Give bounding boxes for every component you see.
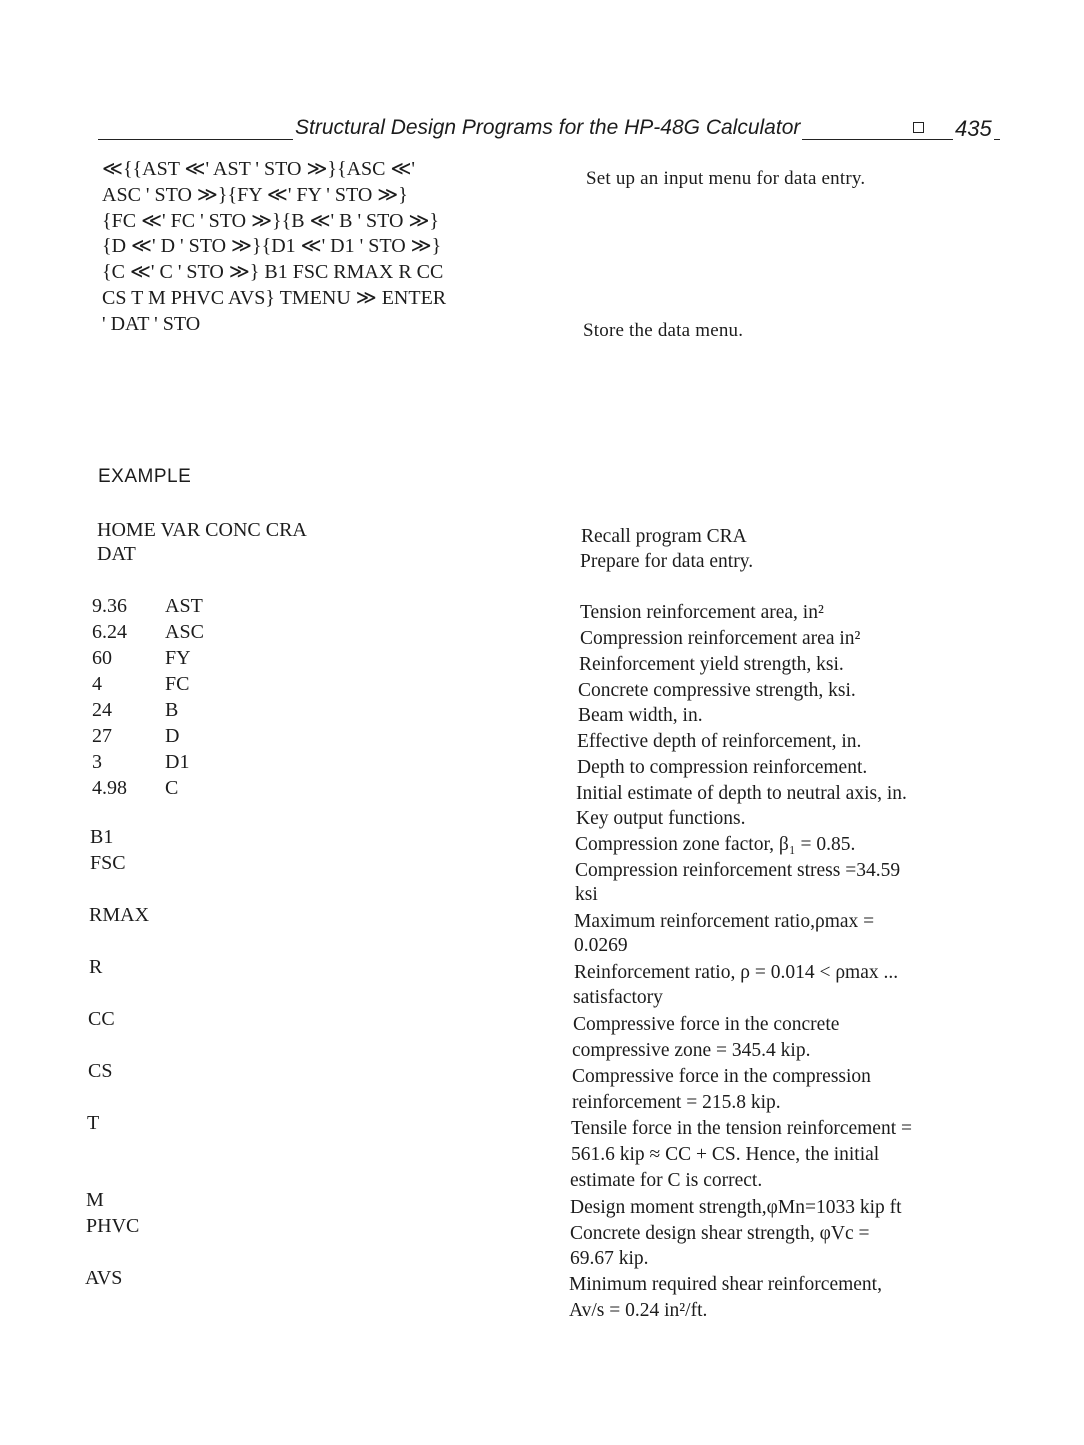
input-row [92, 777, 178, 800]
input-key: ASC [165, 621, 204, 643]
output-key: PHVC [86, 1215, 140, 1237]
output-key: T [87, 1112, 100, 1134]
input-key: AST [165, 595, 203, 617]
running-header [98, 116, 1000, 140]
program-line: {D ≪' D ' STO ≫}{D1 ≪' D1 ' STO ≫} [102, 235, 442, 258]
output-key: CC [88, 1008, 115, 1030]
output-desc: Tensile force in the tension reinforcement = [571, 1118, 913, 1139]
note-prepare: Prepare for data entry. [580, 551, 754, 572]
output-desc: 561.6 kip ≈ CC + CS. Hence, the initial [571, 1144, 880, 1165]
key-output-note: Key output functions. [576, 808, 746, 829]
input-key: FC [165, 673, 190, 695]
recall-line: DAT [97, 543, 136, 565]
input-value: 27 [92, 725, 112, 747]
output-desc: Concrete design shear strength, φVc = [570, 1223, 870, 1244]
output-desc: 0.0269 [574, 935, 628, 956]
input-row [92, 673, 189, 696]
output-desc: Reinforcement ratio, ρ = 0.014 < ρmax ... [574, 962, 899, 983]
output-key: FSC [90, 852, 126, 874]
input-desc: Effective depth of reinforcement, in. [577, 731, 862, 752]
output-desc: satisfactory [573, 987, 663, 1008]
input-desc: Tension reinforcement area, in² [580, 602, 824, 623]
output-desc: 69.67 kip. [570, 1248, 649, 1269]
input-key: B [165, 699, 179, 721]
output-desc: ksi [575, 884, 598, 905]
program-line: ≪{{AST ≪' AST ' STO ≫}{ASC ≪' [102, 158, 416, 180]
input-desc: Reinforcement yield strength, ksi. [579, 654, 844, 675]
output-key: RMAX [89, 904, 150, 926]
box-icon [913, 122, 924, 133]
input-row [92, 699, 178, 722]
input-desc: Beam width, in. [578, 705, 703, 726]
input-value: 3 [92, 751, 102, 773]
input-desc: Concrete compressive strength, ksi. [578, 680, 856, 701]
input-value: 4.98 [92, 777, 127, 799]
input-row [92, 751, 189, 774]
input-desc: Initial estimate of depth to neutral axis, in. [576, 783, 907, 804]
output-desc: Compression reinforcement stress =34.59 [575, 860, 901, 881]
program-listing [102, 157, 446, 338]
note-input-menu: Set up an input menu for data entry. [586, 168, 866, 189]
input-row [92, 647, 191, 670]
input-value: 60 [92, 647, 112, 669]
input-key: D [165, 725, 180, 747]
program-line: ' DAT ' STO [102, 312, 201, 335]
output-desc: compressive zone = 345.4 kip. [572, 1040, 811, 1061]
output-desc: Compressive force in the concrete [573, 1014, 840, 1035]
program-line: {C ≪' C ' STO ≫} B1 FSC RMAX R CC [102, 261, 444, 284]
header-title: Structural Design Programs for the HP-48G Calculator [295, 116, 801, 139]
output-desc: Minimum required shear reinforcement, [569, 1274, 882, 1295]
note-store-menu: Store the data menu. [583, 320, 744, 341]
input-row [92, 725, 179, 748]
output-desc: Design moment strength,φMn=1033 kip ft [570, 1197, 902, 1218]
output-key: M [86, 1189, 104, 1211]
input-key: D1 [165, 751, 190, 773]
program-line: ASC ' STO ≫}{FY ≪' FY ' STO ≫} [102, 183, 408, 206]
input-desc: Depth to compression reinforcement. [577, 757, 868, 778]
program-line: {FC ≪' FC ' STO ≫}{B ≪' B ' STO ≫} [102, 209, 440, 232]
input-key: FY [165, 647, 191, 669]
note-recall: Recall program CRA [581, 526, 747, 547]
input-value: 4 [92, 673, 102, 695]
input-value: 9.36 [92, 595, 127, 617]
output-desc: Compressive force in the compression [572, 1066, 871, 1087]
program-line: CS T M PHVC AVS} TMENU ≫ ENTER [102, 286, 447, 309]
output-key: R [89, 956, 103, 978]
input-key: C [165, 777, 179, 799]
input-value: 6.24 [92, 621, 127, 643]
output-desc: estimate for C is correct. [570, 1170, 763, 1191]
output-desc: Av/s = 0.24 in²/ft. [569, 1300, 708, 1321]
output-desc: Maximum reinforcement ratio,ρmax = [574, 911, 875, 932]
recall-line: HOME VAR CONC CRA [97, 519, 307, 541]
page-number: 435 [955, 116, 992, 141]
output-key: AVS [85, 1267, 123, 1289]
input-desc: Compression reinforcement area in² [580, 628, 861, 649]
output-desc: Compression zone factor, β₁ = 0.85. [575, 834, 856, 855]
input-value: 24 [92, 699, 112, 721]
input-row [92, 595, 203, 618]
output-key: B1 [90, 826, 114, 848]
output-desc: reinforcement = 215.8 kip. [572, 1092, 781, 1113]
example-heading: EXAMPLE [98, 466, 192, 487]
output-key: CS [88, 1060, 113, 1082]
input-row [92, 621, 204, 644]
